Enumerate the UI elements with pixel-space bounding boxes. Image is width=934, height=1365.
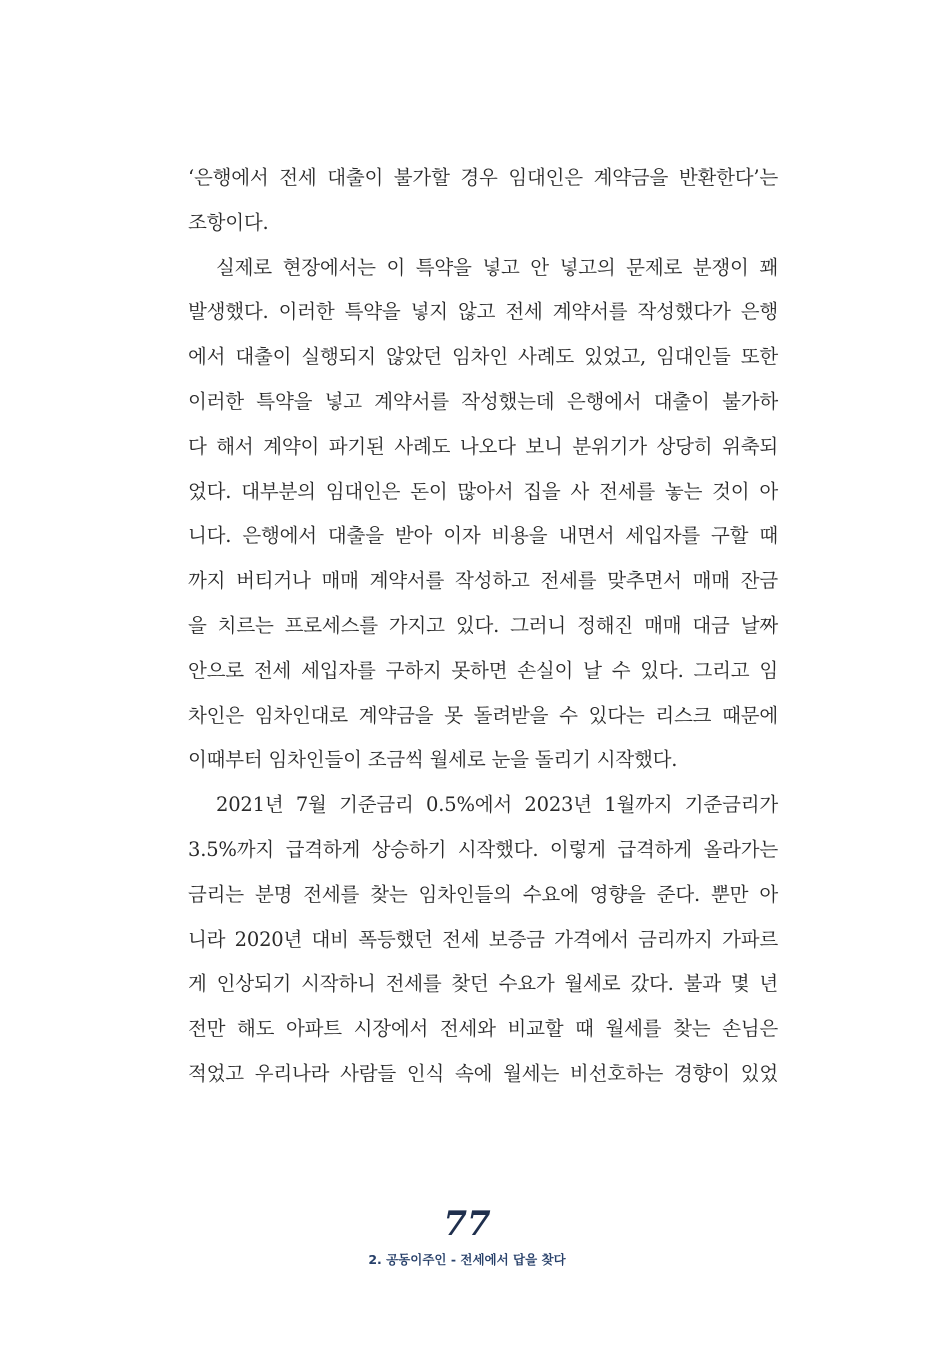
text-line: 을 치르는 프로세스를 가지고 있다. 그러니 정해진 매매 대금 날짜 <box>188 613 778 637</box>
text-line: 니다. 은행에서 대출을 받아 이자 비용을 내면서 세입자를 구할 때 <box>188 524 778 548</box>
text-line: 적었고 우리나라 사람들 인식 속에 월세는 비선호하는 경향이 있었 <box>188 1061 778 1085</box>
text-line: 이때부터 임차인들이 조금씩 월세로 눈을 돌리기 시작했다. <box>188 748 678 772</box>
text-line: ‘은행에서 전세 대출이 불가할 경우 임대인은 계약금을 반환한다’는 <box>188 166 778 189</box>
body-text <box>188 156 778 1097</box>
text-line: 2021년 7월 기준금리 0.5%에서 2023년 1월까지 기준금리가 <box>216 793 778 817</box>
text-line: 금리는 분명 전세를 찾는 임차인들의 수요에 영향을 준다. 뿐만 아 <box>188 882 778 906</box>
text-line: 다 해서 계약이 파기된 사례도 나오다 보니 분위기가 상당히 위축되 <box>188 434 778 458</box>
text-line: 발생했다. 이러한 특약을 넣지 않고 전세 계약서를 작성했다가 은행 <box>188 300 778 324</box>
text-line: 실제로 현장에서는 이 특약을 넣고 안 넣고의 문제로 분쟁이 꽤 <box>216 255 778 279</box>
text-line: 전만 해도 아파트 시장에서 전세와 비교할 때 월세를 찾는 손님은 <box>188 1017 778 1041</box>
text-line: 게 인상되기 시작하니 전세를 찾던 수요가 월세로 갔다. 불과 몇 년 <box>188 972 778 996</box>
text-line: 까지 버티거나 매매 계약서를 작성하고 전세를 맞추면서 매매 잔금 <box>188 569 778 593</box>
text-line: 니라 2020년 대비 폭등했던 전세 보증금 가격에서 금리까지 가파르 <box>188 927 778 951</box>
text-line: 조항이다. <box>188 210 269 234</box>
text-line: 에서 대출이 실행되지 않았던 임차인 사례도 있었고, 임대인들 또한 <box>188 345 778 369</box>
text-line: 안으로 전세 세입자를 구하지 못하면 손실이 날 수 있다. 그리고 임 <box>188 658 778 682</box>
text-line: 3.5%까지 급격하게 상승하기 시작했다. 이렇게 급격하게 올라가는 <box>188 837 778 861</box>
text-line: 었다. 대부분의 임대인은 돈이 많아서 집을 사 전세를 놓는 것이 아 <box>188 479 778 503</box>
page-number: 77 <box>443 1204 491 1244</box>
chapter-title: 2. 공동이주인 - 전세에서 답을 찾다 <box>368 1252 566 1267</box>
text-line: 차인은 임차인대로 계약금을 못 돌려받을 수 있다는 리스크 때문에 <box>188 703 778 727</box>
text-line: 이러한 특약을 넣고 계약서를 작성했는데 은행에서 대출이 불가하 <box>188 389 778 413</box>
